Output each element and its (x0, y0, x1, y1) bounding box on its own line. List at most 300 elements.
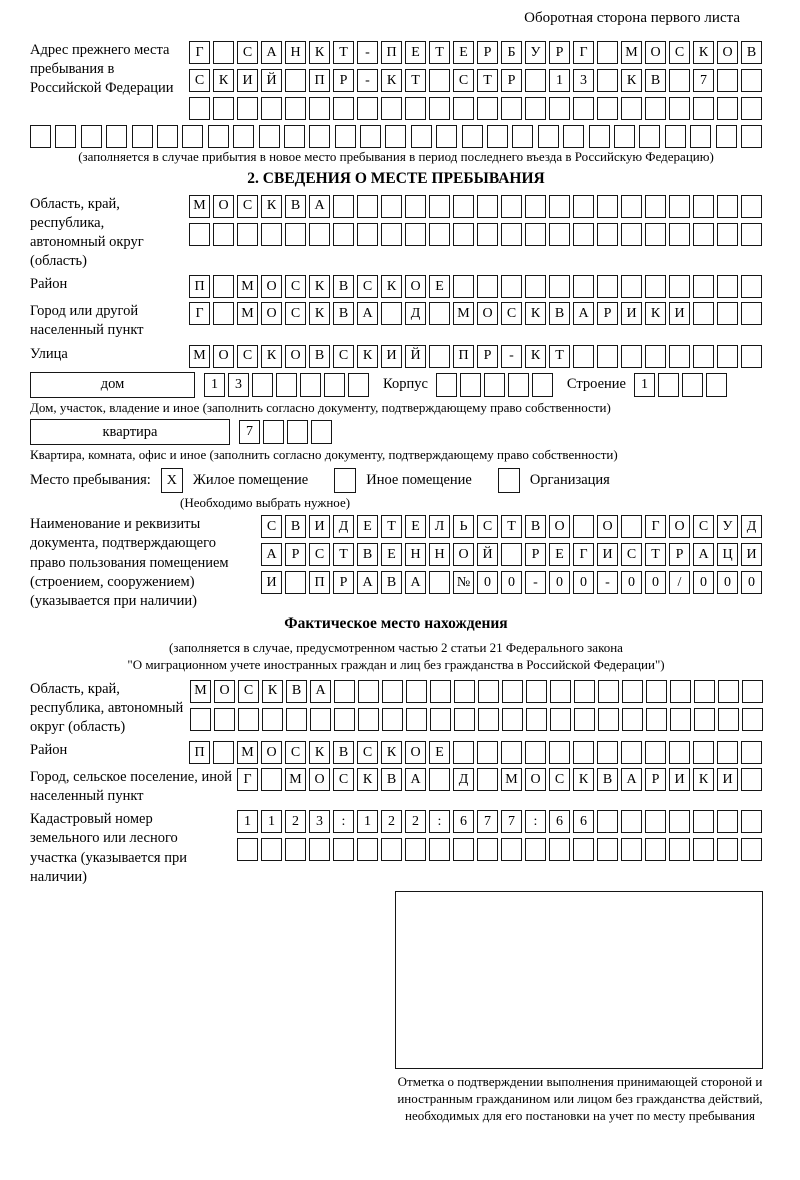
char-cell (477, 768, 498, 791)
char-cell (333, 195, 354, 218)
char-cell (406, 680, 427, 703)
char-cell: П (189, 275, 210, 298)
char-cell: Д (405, 302, 426, 325)
char-cell (597, 275, 618, 298)
char-cell (310, 708, 331, 731)
char-cell (645, 810, 666, 833)
street-field (30, 345, 762, 368)
char-cell (741, 275, 762, 298)
char-cell (716, 125, 737, 148)
char-cell (284, 125, 305, 148)
char-cell (429, 97, 450, 120)
korpus-label: Корпус (383, 376, 428, 393)
char-cell (669, 275, 690, 298)
char-cell (477, 195, 498, 218)
cadastre-field (30, 810, 762, 887)
char-cell: К (573, 768, 594, 791)
char-cell: О (597, 515, 618, 538)
char-cell (429, 195, 450, 218)
char-cell: 0 (717, 571, 738, 594)
char-cell: В (597, 768, 618, 791)
char-cell (621, 741, 642, 764)
city-label: Город или другой населенный пункт (30, 303, 144, 339)
char-cell (598, 680, 619, 703)
char-cell (573, 345, 594, 368)
char-cell: В (286, 680, 307, 703)
char-cell (213, 741, 234, 764)
actual-region-row-1 (190, 680, 763, 703)
city-field (30, 302, 762, 340)
char-cell: И (309, 515, 330, 538)
document-label: Наименование и реквизиты документа, подтверждающего право пользования помещением (строением, сооружением) (указывается при наличии) (30, 516, 229, 609)
char-cell (233, 125, 254, 148)
char-cell (261, 223, 282, 246)
char-cell: П (309, 69, 330, 92)
char-cell: А (621, 768, 642, 791)
char-cell (574, 708, 595, 731)
char-cell (238, 708, 259, 731)
char-cell (525, 195, 546, 218)
char-cell (213, 275, 234, 298)
char-cell (213, 97, 234, 120)
char-cell (741, 741, 762, 764)
char-cell: Р (525, 543, 546, 566)
char-cell (335, 125, 356, 148)
char-cell (549, 97, 570, 120)
char-cell: 3 (573, 69, 594, 92)
char-cell: О (214, 680, 235, 703)
char-cell (693, 345, 714, 368)
char-cell (454, 708, 475, 731)
document-field (30, 515, 762, 611)
char-cell (563, 125, 584, 148)
char-cell (300, 373, 321, 397)
char-cell: К (309, 275, 330, 298)
char-cell (717, 69, 738, 92)
char-cell (622, 708, 643, 731)
char-cell (348, 373, 369, 397)
char-cell: С (333, 768, 354, 791)
char-cell (693, 97, 714, 120)
char-cell (706, 373, 727, 397)
char-cell (285, 838, 306, 861)
char-cell: К (693, 41, 714, 64)
char-cell (502, 708, 523, 731)
char-cell (741, 810, 762, 833)
char-cell (614, 125, 635, 148)
char-cell: А (309, 195, 330, 218)
char-cell (477, 741, 498, 764)
house-row (30, 372, 762, 398)
char-cell (621, 195, 642, 218)
char-cell (597, 223, 618, 246)
char-cell: М (237, 275, 258, 298)
stroenie-label: Строение (566, 376, 626, 393)
char-cell (411, 125, 432, 148)
char-cell (621, 345, 642, 368)
char-cell (357, 195, 378, 218)
char-cell (286, 708, 307, 731)
char-cell: И (261, 571, 282, 594)
char-cell (189, 223, 210, 246)
char-cell: К (525, 345, 546, 368)
char-cell: Т (333, 41, 354, 64)
char-cell (381, 838, 402, 861)
char-cell (741, 125, 762, 148)
char-cell: Е (453, 41, 474, 64)
char-cell (453, 741, 474, 764)
char-cell: С (237, 345, 258, 368)
char-cell (333, 223, 354, 246)
char-cell (532, 373, 553, 397)
char-cell: С (357, 275, 378, 298)
char-cell: Б (501, 41, 522, 64)
char-cell (501, 195, 522, 218)
char-cell: С (261, 515, 282, 538)
char-cell (453, 195, 474, 218)
char-cell (621, 97, 642, 120)
house-number-cells (204, 373, 369, 397)
char-cell (526, 708, 547, 731)
char-cell (429, 838, 450, 861)
char-cell: - (597, 571, 618, 594)
stay-type-label: Место пребывания: (30, 472, 151, 489)
char-cell (501, 223, 522, 246)
char-cell (508, 373, 529, 397)
char-cell: Д (741, 515, 762, 538)
char-cell: К (309, 41, 330, 64)
char-cell: С (333, 345, 354, 368)
char-cell: Т (429, 41, 450, 64)
stay-type-row (30, 468, 762, 493)
char-cell (309, 223, 330, 246)
char-cell (261, 97, 282, 120)
char-cell (694, 680, 715, 703)
char-cell: 6 (453, 810, 474, 833)
char-cell: Д (453, 768, 474, 791)
char-cell: М (237, 302, 258, 325)
char-cell (525, 741, 546, 764)
char-cell: Г (189, 302, 210, 325)
char-cell (549, 223, 570, 246)
prev-address-field (30, 41, 762, 120)
char-cell (477, 223, 498, 246)
char-cell: Р (501, 69, 522, 92)
char-cell: С (237, 195, 258, 218)
char-cell (261, 768, 282, 791)
district-label: Район (30, 276, 68, 293)
char-cell (621, 275, 642, 298)
char-cell (261, 838, 282, 861)
actual-location-caption-1: (заполняется в случае, предусмотренном частью 2 статьи 21 Федерального закона (169, 639, 623, 655)
char-cell (717, 741, 738, 764)
section2-title: 2. СВЕДЕНИЯ О МЕСТЕ ПРЕБЫВАНИЯ (247, 169, 545, 187)
char-cell (525, 223, 546, 246)
char-cell (259, 125, 280, 148)
stay-type-other-label: Иное помещение (366, 472, 472, 489)
stroenie-cells (634, 373, 727, 397)
char-cell (405, 838, 426, 861)
house-caption: Дом, участок, владение и иное (заполнить согласно документу, подтверждающему право собственности) (30, 399, 611, 415)
char-cell: 0 (501, 571, 522, 594)
char-cell: - (357, 41, 378, 64)
char-cell: К (309, 741, 330, 764)
char-cell (670, 708, 691, 731)
char-cell (549, 275, 570, 298)
stay-type-other-checkbox (334, 468, 356, 493)
char-cell (573, 275, 594, 298)
char-cell: О (669, 515, 690, 538)
char-cell (406, 708, 427, 731)
char-cell (717, 810, 738, 833)
char-cell: О (477, 302, 498, 325)
char-cell: К (525, 302, 546, 325)
char-cell (55, 125, 76, 148)
char-cell: - (501, 345, 522, 368)
char-cell: М (237, 741, 258, 764)
char-cell (597, 345, 618, 368)
char-cell (287, 420, 308, 444)
char-cell (309, 838, 330, 861)
char-cell (405, 97, 426, 120)
actual-location-title: Фактическое место нахождения (284, 614, 508, 632)
char-cell: А (357, 571, 378, 594)
char-cell (718, 708, 739, 731)
stay-type-organization-checkbox (498, 468, 520, 493)
street-row (189, 345, 762, 368)
char-cell (501, 275, 522, 298)
char-cell: Е (405, 41, 426, 64)
char-cell (658, 373, 679, 397)
char-cell: 0 (693, 571, 714, 594)
char-cell (382, 708, 403, 731)
char-cell: К (381, 69, 402, 92)
char-cell: О (717, 41, 738, 64)
char-cell (309, 125, 330, 148)
actual-district-field (30, 741, 762, 764)
char-cell: М (189, 195, 210, 218)
char-cell (717, 97, 738, 120)
char-cell: Т (645, 543, 666, 566)
char-cell (477, 275, 498, 298)
char-cell: В (333, 275, 354, 298)
char-cell: В (357, 543, 378, 566)
stay-type-residential-label: Жилое помещение (192, 472, 309, 489)
char-cell (453, 223, 474, 246)
char-cell: С (285, 741, 306, 764)
char-cell (574, 680, 595, 703)
char-cell (525, 97, 546, 120)
char-cell (502, 680, 523, 703)
char-cell: С (453, 69, 474, 92)
char-cell: А (405, 768, 426, 791)
char-cell: К (261, 345, 282, 368)
char-cell (381, 97, 402, 120)
char-cell (573, 97, 594, 120)
char-cell (573, 741, 594, 764)
char-cell (436, 125, 457, 148)
char-cell (669, 97, 690, 120)
char-cell: : (429, 810, 450, 833)
region-label: Область, край, республика, автономный округ (область) (30, 195, 144, 270)
char-cell: Р (285, 543, 306, 566)
char-cell (436, 373, 457, 397)
char-cell (646, 680, 667, 703)
char-cell: К (262, 680, 283, 703)
char-cell: М (190, 680, 211, 703)
actual-region-field (30, 680, 762, 737)
char-cell (742, 708, 763, 731)
char-cell (311, 420, 332, 444)
char-cell: М (453, 302, 474, 325)
char-cell: О (405, 275, 426, 298)
char-cell (693, 838, 714, 861)
korpus-cells (436, 373, 553, 397)
char-cell (717, 195, 738, 218)
char-cell (309, 97, 330, 120)
char-cell (597, 97, 618, 120)
char-cell: С (501, 302, 522, 325)
char-cell (538, 125, 559, 148)
prev-address-row-4 (30, 125, 762, 148)
char-cell (429, 302, 450, 325)
char-cell: О (453, 543, 474, 566)
char-cell (324, 373, 345, 397)
char-cell: 0 (741, 571, 762, 594)
prev-address-row-3 (189, 97, 762, 120)
char-cell: Й (405, 345, 426, 368)
char-cell: № (453, 571, 474, 594)
char-cell: С (237, 41, 258, 64)
actual-district-row (189, 741, 762, 764)
char-cell (645, 97, 666, 120)
actual-city-field (30, 768, 762, 806)
city-row (189, 302, 762, 325)
char-cell (460, 373, 481, 397)
char-cell (405, 195, 426, 218)
char-cell (622, 680, 643, 703)
char-cell (717, 302, 738, 325)
char-cell (645, 223, 666, 246)
char-cell: 0 (573, 571, 594, 594)
char-cell (429, 345, 450, 368)
char-cell: 1 (261, 810, 282, 833)
char-cell (213, 41, 234, 64)
char-cell (81, 125, 102, 148)
char-cell (693, 223, 714, 246)
char-cell (693, 275, 714, 298)
char-cell: И (717, 768, 738, 791)
char-cell: 0 (477, 571, 498, 594)
char-cell (741, 768, 762, 791)
page-side-note: Оборотная сторона первого листа (524, 10, 740, 26)
char-cell (621, 838, 642, 861)
char-cell (462, 125, 483, 148)
char-cell: К (213, 69, 234, 92)
char-cell: Д (333, 515, 354, 538)
char-cell (741, 223, 762, 246)
char-cell (717, 275, 738, 298)
char-cell: Е (429, 741, 450, 764)
char-cell (357, 223, 378, 246)
char-cell (693, 810, 714, 833)
cadastre-row-1 (237, 810, 762, 833)
char-cell: А (261, 543, 282, 566)
char-cell (430, 708, 451, 731)
char-cell (645, 195, 666, 218)
char-cell: О (261, 302, 282, 325)
char-cell (237, 838, 258, 861)
char-cell (682, 373, 703, 397)
char-cell (549, 741, 570, 764)
char-cell: 3 (228, 373, 249, 397)
char-cell (429, 69, 450, 92)
char-cell (639, 125, 660, 148)
char-cell (665, 125, 686, 148)
char-cell (549, 838, 570, 861)
char-cell: С (238, 680, 259, 703)
apartment-caption: Квартира, комната, офис и иное (заполнить согласно документу, подтверждающему право собственности) (30, 447, 618, 463)
char-cell: Р (477, 345, 498, 368)
char-cell (106, 125, 127, 148)
char-cell: 7 (239, 420, 260, 444)
char-cell: Н (429, 543, 450, 566)
actual-district-label: Район (30, 742, 68, 759)
char-cell: П (189, 741, 210, 764)
street-label: Улица (30, 345, 68, 362)
char-cell: С (669, 41, 690, 64)
district-row (189, 275, 762, 298)
char-cell: П (453, 345, 474, 368)
char-cell (382, 680, 403, 703)
char-cell (717, 223, 738, 246)
char-cell (453, 838, 474, 861)
char-cell (182, 125, 203, 148)
char-cell (405, 223, 426, 246)
char-cell (333, 97, 354, 120)
char-cell: Л (429, 515, 450, 538)
char-cell (741, 838, 762, 861)
char-cell (333, 838, 354, 861)
char-cell (189, 97, 210, 120)
char-cell (252, 373, 273, 397)
char-cell (621, 515, 642, 538)
char-cell (690, 125, 711, 148)
prev-address-row-1 (189, 41, 762, 64)
char-cell: Т (549, 345, 570, 368)
char-cell: О (645, 41, 666, 64)
char-cell: В (381, 768, 402, 791)
char-cell (669, 195, 690, 218)
char-cell (237, 223, 258, 246)
char-cell (501, 741, 522, 764)
actual-city-row (237, 768, 762, 791)
char-cell: К (693, 768, 714, 791)
char-cell (381, 195, 402, 218)
char-cell: В (309, 345, 330, 368)
char-cell (190, 708, 211, 731)
char-cell: 6 (573, 810, 594, 833)
char-cell (525, 275, 546, 298)
char-cell (597, 838, 618, 861)
char-cell: 7 (693, 69, 714, 92)
char-cell: Г (189, 41, 210, 64)
char-cell: П (381, 41, 402, 64)
char-cell: Р (549, 41, 570, 64)
char-cell (358, 708, 379, 731)
registration-mark-caption: Отметка о подтверждении выполнения принимающей стороной и иностранным гражданином или лицом без гражданства действий, необходимых для его постановки на учет по месту пребывания (397, 1073, 763, 1123)
char-cell (526, 680, 547, 703)
